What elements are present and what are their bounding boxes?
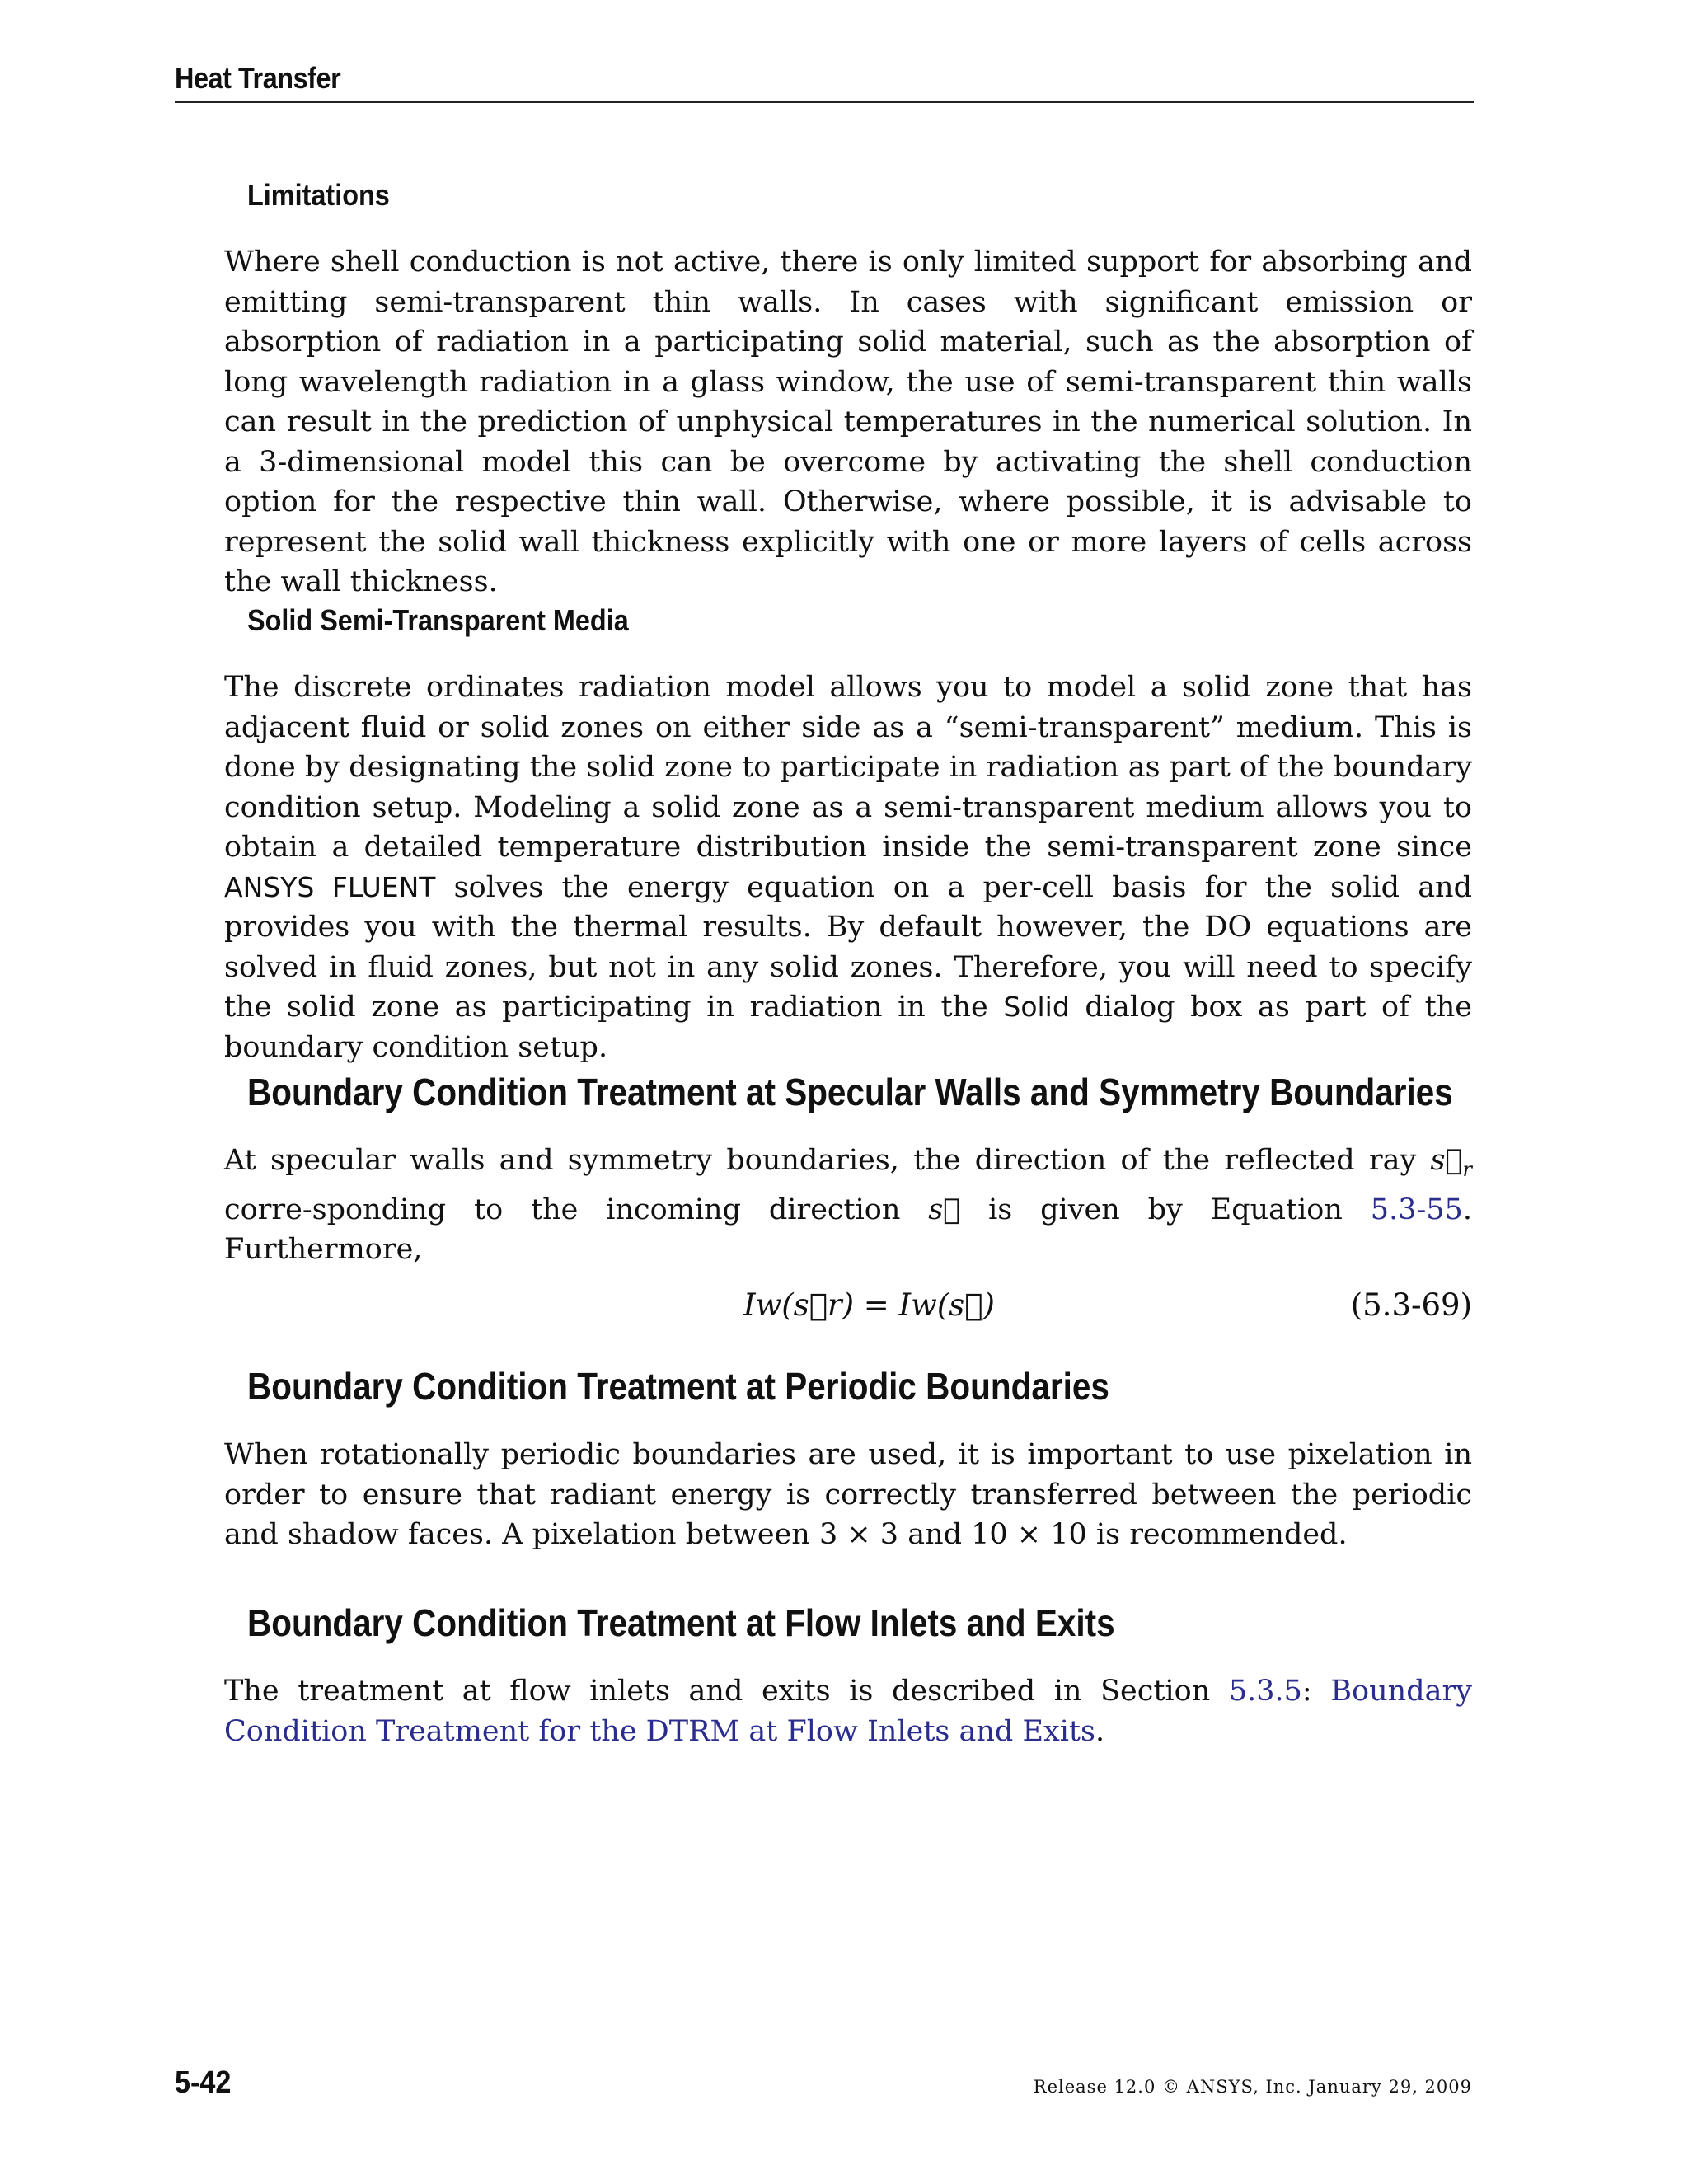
specular-text-4: . Furthermore, [224,1193,1472,1266]
equation-block [224,1287,1472,1332]
inlets-paragraph [224,1671,1472,1751]
product-name: ANSYS FLUENT [224,870,436,903]
solid-media-paragraph [224,668,1472,1067]
equation-body: Iw(s⃗r) = Iw(s⃗) [743,1287,995,1323]
limitations-heading: Limitations [247,178,390,212]
inlets-text-3: . [1095,1714,1105,1748]
periodic-heading: Boundary Condition Treatment at Periodic Boundaries [247,1365,1109,1408]
solid-media-text-1: The discrete ordinates radiation model allows you to model a solid zone that has adjacent fluid or solid zones on either side as a “semi-transparent” medium. This is done by designating the solid zone to participate in radiation as part of the boundary condition setup. Modeling a solid zone as a semi-transparent medium allows you to obtain a detailed temperature distribution inside the semi-transparent zone since [224,671,1472,864]
specular-text-3: is given by Equation [988,1193,1343,1226]
equation-number: (5.3-69) [1350,1287,1472,1323]
release-footer: Release 12.0 © ANSYS, Inc. January 29, 2009 [1033,2077,1472,2097]
page-number: 5-42 [175,2065,232,2100]
limitations-paragraph: Where shell conduction is not active, there is only limited support for absorbing and emitting semi-transparent thin walls. In cases with significant emission or absorption of radiation in a participating solid material, such as the absorption of long wavelength radiation in a glass window, the use of semi-transparent thin walls can result in the prediction of unphysical temperatures in the numerical solution. In a 3-dimensional model this can be overcome by activating the shell conduction option for the respective thin wall. Otherwise, where possible, it is advisable to represent the solid wall thickness explicitly with one or more layers of cells across the wall thickness. [224,246,1472,598]
section-link[interactable]: 5.3.5 [1228,1675,1302,1708]
running-header-title: Heat Transfer [175,61,341,95]
section-title-link[interactable]: Boundary Condition Treatment for the DTRM at Flow Inlets and Exits [224,1675,1472,1748]
inlets-text-1: The treatment at flow inlets and exits is described in Section [224,1675,1211,1708]
reflected-ray-symbol: $s⃗_r$ [1430,1144,1472,1181]
header-rule [175,101,1474,103]
inlets-heading: Boundary Condition Treatment at Flow Inlets and Exits [247,1601,1115,1644]
specular-text-1: At specular walls and symmetry boundaries, the direction of the reflected ray [224,1144,1417,1177]
specular-paragraph [224,1141,1472,1270]
equation-link[interactable]: 5.3-55 [1370,1193,1463,1226]
solid-media-text-3: dialog box as part of the boundary condition setup. [224,991,1472,1064]
solid-media-heading: Solid Semi-Transparent Media [247,603,629,637]
specular-heading: Boundary Condition Treatment at Specular Walls and Symmetry Boundaries [247,1071,1453,1113]
specular-text-2: corre-sponding to the incoming direction [224,1193,901,1226]
dialog-name: Solid [1003,991,1070,1023]
solid-media-text-2: solves the energy equation on a per-cell basis for the solid and provides you with the thermal results. By default however, the DO equations are solved in fluid zones, but not in any solid zones. Therefore, you will need to specify the solid zone as participating in radiation in the [224,870,1473,1024]
incoming-direction-symbol: s⃗ [928,1193,961,1226]
periodic-paragraph: When rotationally periodic boundaries are used, it is important to use pixelation in order to ensure that radiant energy is correctly transferred between the periodic and shadow faces. A pixelation between 3 × 3 and 10 × 10 is recommended. [224,1438,1472,1551]
inlets-text-2: : [1301,1675,1312,1708]
